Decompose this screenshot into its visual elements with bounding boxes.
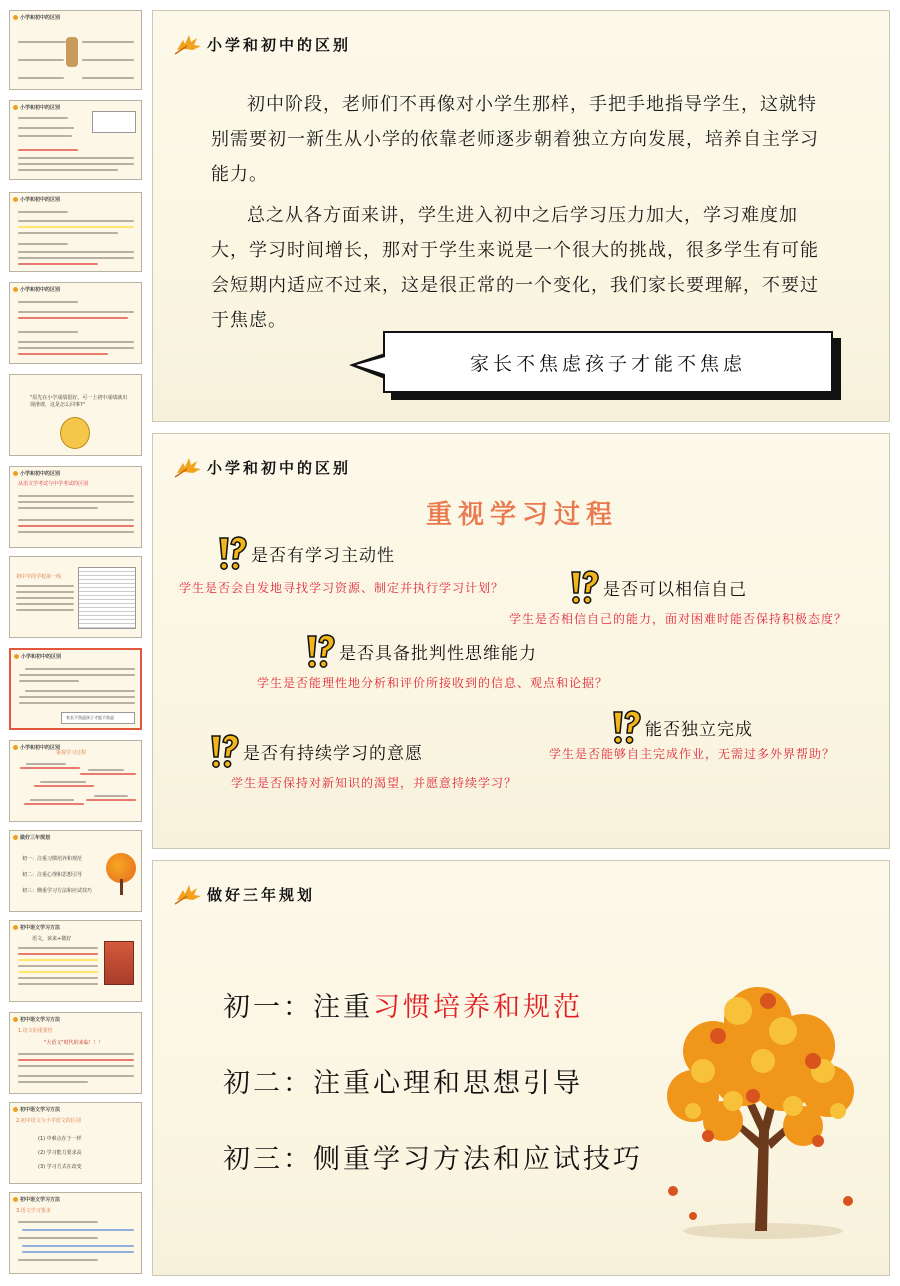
slide-thumbnail-2[interactable] [9, 100, 142, 180]
plan-grade-1 [223, 985, 583, 1024]
thumbnail-heading: 初中语文学习方法 [13, 1016, 60, 1023]
slide-thumbnail-5[interactable] [9, 374, 142, 456]
thumbnail-subheading: 1.语文的重要性 [18, 1028, 53, 1034]
exclamation-question-icon [609, 708, 643, 746]
slide-header [173, 879, 315, 909]
thumbnail-heading: 初中语文学习方法 [13, 1106, 60, 1113]
thumbnail-heading: 小学和初中的区别 [13, 286, 60, 293]
question-text: 能否独立完成 [645, 719, 753, 740]
question-text: 是否有学习主动性 [251, 545, 395, 566]
question-5 [207, 732, 423, 770]
thumbnail-subheading: 初中学段学校第一线 [16, 574, 62, 580]
plan-grade-3 [223, 1137, 643, 1176]
figure-icon [66, 37, 78, 67]
question-text: 是否可以相信自己 [603, 579, 747, 600]
slide-title: 小学和初中的区别 [207, 35, 352, 54]
mini-table [78, 567, 136, 629]
slide-thumbnail-1[interactable] [9, 10, 142, 90]
exclamation-question-icon [207, 732, 241, 770]
question-detail: 学生是否能够自主完成作业，无需过多外界帮助？ [549, 747, 836, 761]
question-detail: 学生是否会自发地寻找学习资源、制定并执行学习计划？ [179, 581, 505, 595]
slide-thumbnail-13[interactable] [9, 1102, 142, 1184]
thumbnail-subheading: 3.语文学习要求 [16, 1208, 51, 1214]
slide-thumbnail-12[interactable] [9, 1012, 142, 1094]
plan-grade-2 [223, 1061, 583, 1100]
question-4 [609, 708, 753, 746]
question-detail: 学生是否保持对新知识的渴望，并愿意持续学习？ [231, 776, 518, 790]
slide-thumbnail-pane[interactable] [0, 0, 148, 1286]
thumbnail-heading: 小学和初中的区别 [13, 14, 60, 21]
callout-box [61, 712, 135, 724]
thumbnail-heading: 做好三年规划 [13, 834, 50, 841]
slide-thumbnail-6[interactable] [9, 466, 142, 548]
slide-thumbnail-3[interactable] [9, 192, 142, 272]
slide-header [173, 29, 351, 59]
thumbnail-line: 初一：注重习惯培养和规范 [22, 856, 83, 862]
thumbnail-quote: "原先在小学成绩很好，可一上初中成绩就出现滑坡，这是怎么回事?" [30, 395, 128, 408]
exclamation-question-icon [215, 534, 249, 572]
slide-thumbnail-8[interactable] [9, 648, 142, 730]
plan-text: 初三：侧重学习方法和应试技巧 [223, 1144, 643, 1175]
thumbnail-line: (1) 中难点在于一样 [38, 1136, 82, 1142]
slide-thumbnail-14[interactable] [9, 1192, 142, 1274]
thumbnail-line: 初三：侧重学习方法和应试技巧 [22, 888, 93, 894]
callout-text: 家长不焦虑孩子才能不焦虑 [469, 352, 746, 375]
thumbnail-heading: 初中语文学习方法 [13, 924, 60, 931]
question-1 [215, 534, 395, 572]
slide-title: 小学和初中的区别 [207, 458, 352, 477]
slide-3[interactable] [152, 860, 890, 1276]
question-2 [567, 568, 747, 606]
question-text: 是否具备批判性思维能力 [339, 643, 537, 664]
thumbnail-subheading: 2.初中语文与小学语文的区别 [16, 1118, 81, 1124]
maple-leaf-icon [173, 32, 203, 56]
plan-text: 初二：注重心理和思想引导 [223, 1068, 583, 1099]
thumbnail-callout: 家长不焦虑孩子才能不焦虑 [66, 715, 114, 720]
slide-thumbnail-9[interactable] [9, 740, 142, 822]
exclamation-question-icon [567, 568, 601, 606]
thumbnail-subheading: 语文，该来+微好 [32, 936, 72, 942]
callout-box [383, 331, 833, 393]
slide-thumbnail-10[interactable] [9, 830, 142, 912]
thumbnail-heading: 小学和初中的区别 [13, 744, 60, 751]
thumbnail-line: 初二：注重心理和思想引导 [22, 872, 83, 878]
plan-text: 初一：注重 [223, 992, 373, 1023]
maple-leaf-icon [173, 455, 203, 479]
slide-2[interactable] [152, 433, 890, 849]
section-heading: 重视学习过程 [425, 500, 618, 530]
question-3 [303, 632, 537, 670]
plan-highlight: 习惯培养和规范 [373, 992, 583, 1023]
slide-header [173, 452, 351, 482]
thumbnail-line: (2) 学习能力要求高 [38, 1150, 82, 1156]
maple-leaf-icon [173, 882, 203, 906]
thumbnail-heading: 初中语文学习方法 [13, 1196, 60, 1203]
thumbnail-heading: 小学和初中的区别 [13, 104, 60, 111]
slide-1[interactable] [152, 10, 890, 422]
exclamation-question-icon [303, 632, 337, 670]
slide-thumbnail-4[interactable] [9, 282, 142, 364]
question-text: 是否有持续学习的意愿 [243, 743, 423, 764]
callout-box [92, 111, 136, 133]
thumbnail-line: (3) 学习方式在改变 [38, 1164, 82, 1170]
question-detail: 学生是否相信自己的能力，面对困难时能否保持积极态度？ [509, 612, 848, 626]
textbook-cover-icon [104, 941, 134, 985]
cartoon-face-icon [60, 417, 90, 449]
thumbnail-heading: 小学和初中的区别 [13, 196, 60, 203]
slide-thumbnail-11[interactable] [9, 920, 142, 1002]
question-detail: 学生是否能理性地分析和评价所接收到的信息、观点和论据？ [257, 676, 609, 690]
thumbnail-heading: 小学和初中的区别 [13, 470, 60, 477]
thumbnail-quote: "大语文"时代的来临！！！ [44, 1040, 104, 1046]
thumbnail-subheading: 重视学习过程 [56, 750, 87, 756]
thumbnail-subheading: 从语文学考试与中学考试的区别 [18, 481, 89, 487]
thumbnail-heading: 小学和初中的区别 [14, 653, 61, 660]
slide-title: 做好三年规划 [207, 885, 316, 904]
paragraph-1: 初中阶段，老师们不再像对小学生那样，手把手地指导学生，这就特别需要初一新生从小学的依靠老师逐步朝着独立方向发展，培养自主学习能力。 [211, 94, 819, 185]
paragraph-2: 总之从各方面来讲，学生进入初中之后学习压力加大，学习难度加大，学习时间增长，那对于学生来说是一个很大的挑战，很多学生有可能会短期内适应不过来，这是很正常的一个变化，我们家长要理解，不要过于焦虑。 [211, 205, 819, 331]
slide-thumbnail-7[interactable] [9, 556, 142, 638]
autumn-tree-icon [633, 961, 883, 1251]
